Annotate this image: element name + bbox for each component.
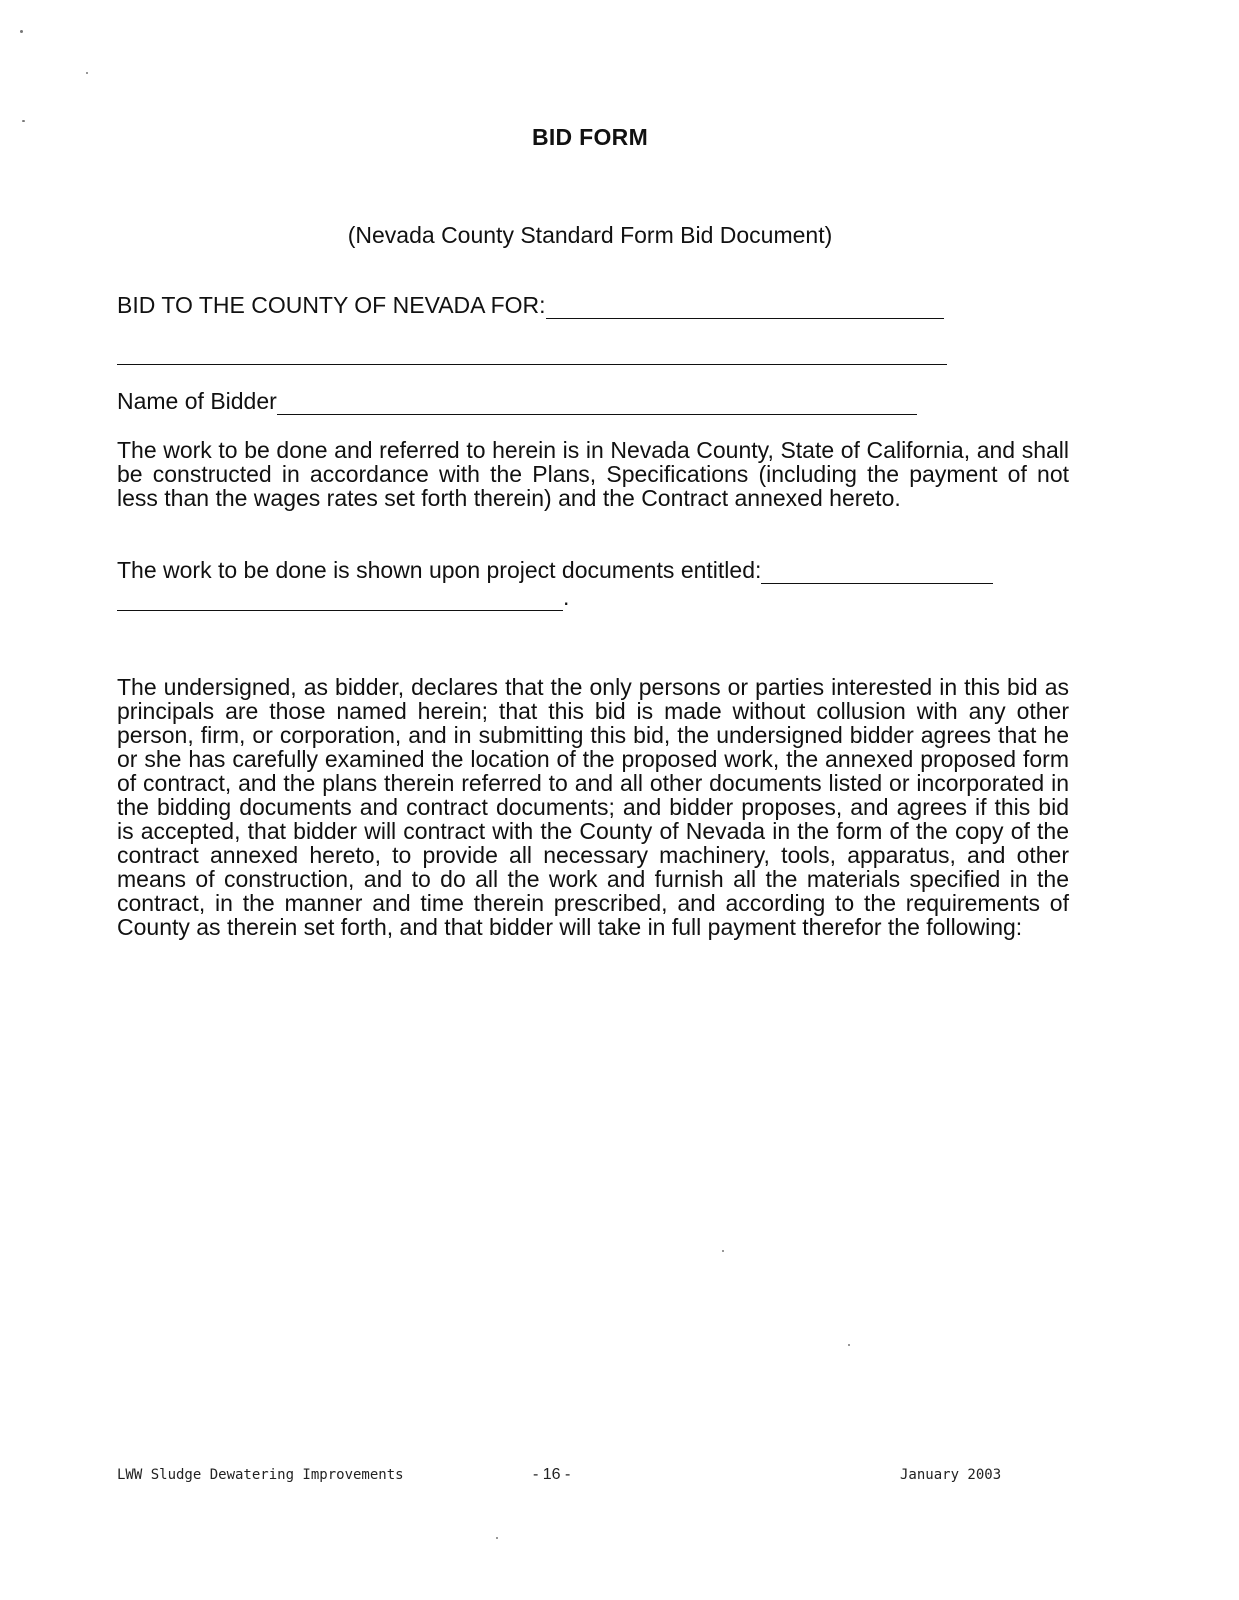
documents-blank-continued[interactable] bbox=[117, 590, 563, 611]
documents-label: The work to be done is shown upon project documents entitled: bbox=[117, 557, 762, 583]
scan-speck bbox=[22, 120, 25, 122]
footer-project: LWW Sludge Dewatering Improvements bbox=[117, 1467, 404, 1483]
footer-page-number: - 16 - bbox=[533, 1466, 571, 1483]
documents-blank[interactable] bbox=[761, 563, 993, 584]
bid-to-row bbox=[117, 292, 944, 319]
declaration-paragraph: The undersigned, as bidder, declares that the only persons or parties interested in this bid as principals are those named herein; that this bid is made without collusion with any other person, firm, or corporation, and in submitting this bid, the undersigned bidder agrees that he or she has carefully examined the location of the proposed work, the annexed proposed form of contract, and the plans therein referred to and all other documents listed or incorporated in the bidding documents and contract documents; and bidder proposes, and agrees if this bid is accepted, that bidder will contract with the County of Nevada in the form of the copy of the contract annexed hereto, to provide all necessary machinery, tools, apparatus, and other means of construction, and to do all the work and furnish all the materials specified in the contract, in the manner and time therein prescribed, and according to the requirements of County as therein set forth, and that bidder will take in full payment therefor the following: bbox=[117, 674, 1069, 940]
scan-speck bbox=[722, 1250, 724, 1252]
form-title: BID FORM bbox=[531, 124, 649, 150]
bidder-label: Name of Bidder bbox=[117, 388, 277, 414]
documents-continuation-row bbox=[117, 584, 569, 611]
scan-speck bbox=[20, 30, 23, 33]
scan-speck bbox=[496, 1537, 498, 1539]
documents-end-period: . bbox=[563, 584, 570, 610]
bidder-row bbox=[117, 388, 917, 415]
bid-to-blank-continued[interactable] bbox=[117, 344, 947, 365]
bid-to-continuation-row bbox=[117, 344, 947, 365]
scan-speck bbox=[86, 72, 88, 74]
form-subtitle: (Nevada County Standard Form Bid Document) bbox=[347, 222, 833, 248]
documents-row bbox=[117, 557, 993, 584]
bidder-name-blank[interactable] bbox=[277, 394, 917, 415]
bid-to-label: BID TO THE COUNTY OF NEVADA FOR: bbox=[117, 292, 546, 318]
scan-speck bbox=[848, 1344, 850, 1346]
location-paragraph: The work to be done and referred to herein is in Nevada County, State of California, and shall be constructed in accordance with the Plans, Specifications (including the payment of not less than the wages rates set forth therein) and the Contract annexed hereto. bbox=[117, 437, 1069, 511]
footer-date: January 2003 bbox=[900, 1467, 1002, 1483]
bid-to-blank[interactable] bbox=[546, 298, 944, 319]
